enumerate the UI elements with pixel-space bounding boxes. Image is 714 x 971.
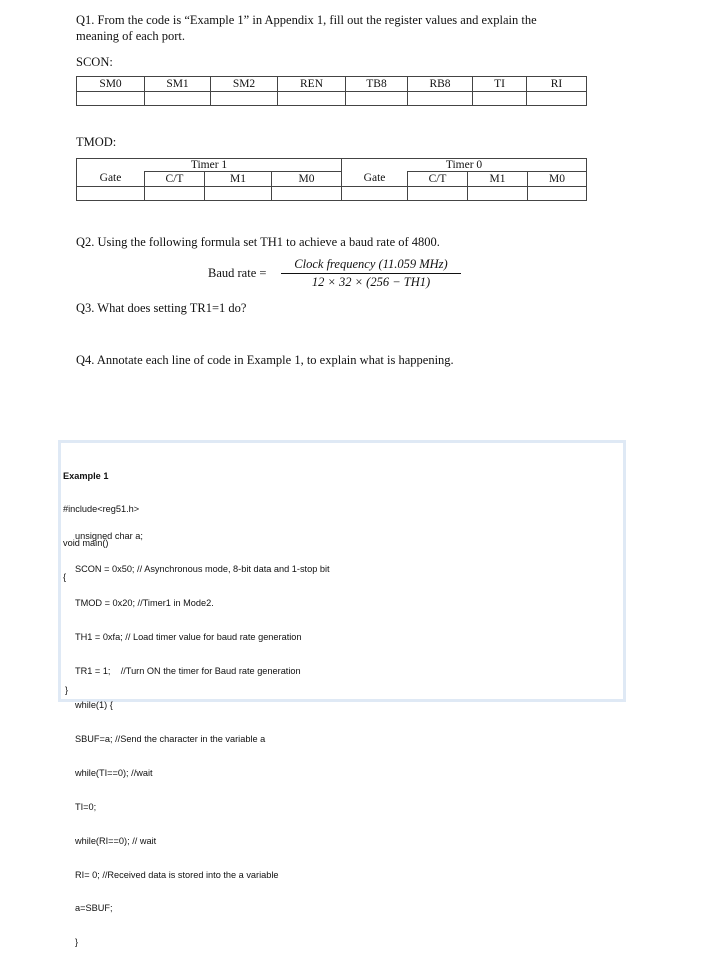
code-line: unsigned char a; xyxy=(75,530,143,541)
scon-bit-rb8: RB8 xyxy=(408,77,473,92)
code-line: TMOD = 0x20; //Timer1 in Mode2. xyxy=(75,598,214,609)
tmod-value-gate-0[interactable] xyxy=(342,187,408,201)
scon-value-sm1[interactable] xyxy=(145,92,211,106)
scon-value-tb8[interactable] xyxy=(346,92,408,106)
tmod-register-table xyxy=(76,158,587,201)
scon-label: SCON: xyxy=(76,55,113,69)
scon-bit-sm2: SM2 xyxy=(211,77,278,92)
scon-register-table xyxy=(76,76,587,106)
code-line: while(1) { xyxy=(75,700,113,711)
code-line: } xyxy=(75,937,79,948)
example-code-box xyxy=(58,440,626,948)
question-2: Q2. Using the following formula set TH1 to achieve a baud rate of 4800. xyxy=(76,235,440,249)
code-line: SBUF=a; //Send the character in the variable a xyxy=(75,733,266,744)
code-line: while(RI==0); // wait xyxy=(75,835,157,846)
question-4: Q4. Annotate each line of code in Example 1, to explain what is happening. xyxy=(76,353,454,367)
scon-bit-ren: REN xyxy=(278,77,346,92)
code-line: while(TI==0); //wait xyxy=(75,767,153,778)
question-1-line-2: meaning of each port. xyxy=(76,29,185,43)
tmod-label: TMOD: xyxy=(76,135,117,149)
scon-bit-sm1: SM1 xyxy=(145,77,211,92)
example-body xyxy=(75,508,330,971)
code-line: #include<reg51.h> xyxy=(63,504,140,515)
tmod-bit-ct-1: C/T xyxy=(145,172,205,187)
tmod-value-gate-1[interactable] xyxy=(77,187,145,201)
tmod-bit-ct-0: C/T xyxy=(408,172,468,187)
code-line: SCON = 0x50; // Asynchronous mode, 8-bit data and 1-stop bit xyxy=(75,564,330,575)
code-closing-brace: } xyxy=(65,685,69,695)
tmod-bit-m1-1: M1 xyxy=(205,172,272,187)
tmod-value-m0-0[interactable] xyxy=(528,187,587,201)
scon-value-sm2[interactable] xyxy=(211,92,278,106)
question-3: Q3. What does setting TR1=1 do? xyxy=(76,301,247,315)
baud-rate-lhs: Baud rate = xyxy=(208,266,267,280)
scon-bit-sm0: SM0 xyxy=(77,77,145,92)
code-line: TH1 = 0xfa; // Load timer value for baud rate generation xyxy=(75,632,302,643)
tmod-value-ct-1[interactable] xyxy=(145,187,205,201)
scon-value-ren[interactable] xyxy=(278,92,346,106)
tmod-bit-m0-0: M0 xyxy=(528,172,587,187)
scon-bit-tb8: TB8 xyxy=(346,77,408,92)
code-line: a=SBUF; xyxy=(75,903,113,914)
scon-value-sm0[interactable] xyxy=(77,92,145,106)
example-title: Example 1 xyxy=(63,470,109,481)
code-line: RI= 0; //Received data is stored into the a variable xyxy=(75,869,279,880)
tmod-group-timer0: Timer 0 xyxy=(342,159,587,172)
tmod-bit-m0-1: M0 xyxy=(272,172,342,187)
tmod-value-m1-1[interactable] xyxy=(205,187,272,201)
tmod-value-ct-0[interactable] xyxy=(408,187,468,201)
scon-bit-ri: RI xyxy=(527,77,587,92)
scon-value-ti[interactable] xyxy=(473,92,527,106)
code-line: { xyxy=(63,572,67,583)
baud-rate-denominator: 12 × 32 × (256 − TH1) xyxy=(311,275,431,289)
tmod-bit-m1-0: M1 xyxy=(468,172,528,187)
code-line: TR1 = 1; //Turn ON the timer for Baud rate generation xyxy=(75,666,301,677)
tmod-group-timer1: Timer 1 xyxy=(77,159,342,172)
tmod-bit-gate-1: Gate xyxy=(77,172,145,187)
question-1-line-1: Q1. From the code is “Example 1” in Appendix 1, fill out the register values and explain the xyxy=(76,13,537,27)
baud-rate-numerator: Clock frequency (11.059 MHz) xyxy=(281,257,461,274)
tmod-value-m1-0[interactable] xyxy=(468,187,528,201)
code-line: void main() xyxy=(63,538,109,549)
tmod-bit-gate-0: Gate xyxy=(342,172,408,187)
code-line: TI=0; xyxy=(75,801,97,812)
baud-rate-fraction xyxy=(281,257,461,290)
tmod-value-m0-1[interactable] xyxy=(272,187,342,201)
scon-bit-ti: TI xyxy=(473,77,527,92)
question-1 xyxy=(76,12,537,44)
scon-value-ri[interactable] xyxy=(527,92,587,106)
scon-value-rb8[interactable] xyxy=(408,92,473,106)
